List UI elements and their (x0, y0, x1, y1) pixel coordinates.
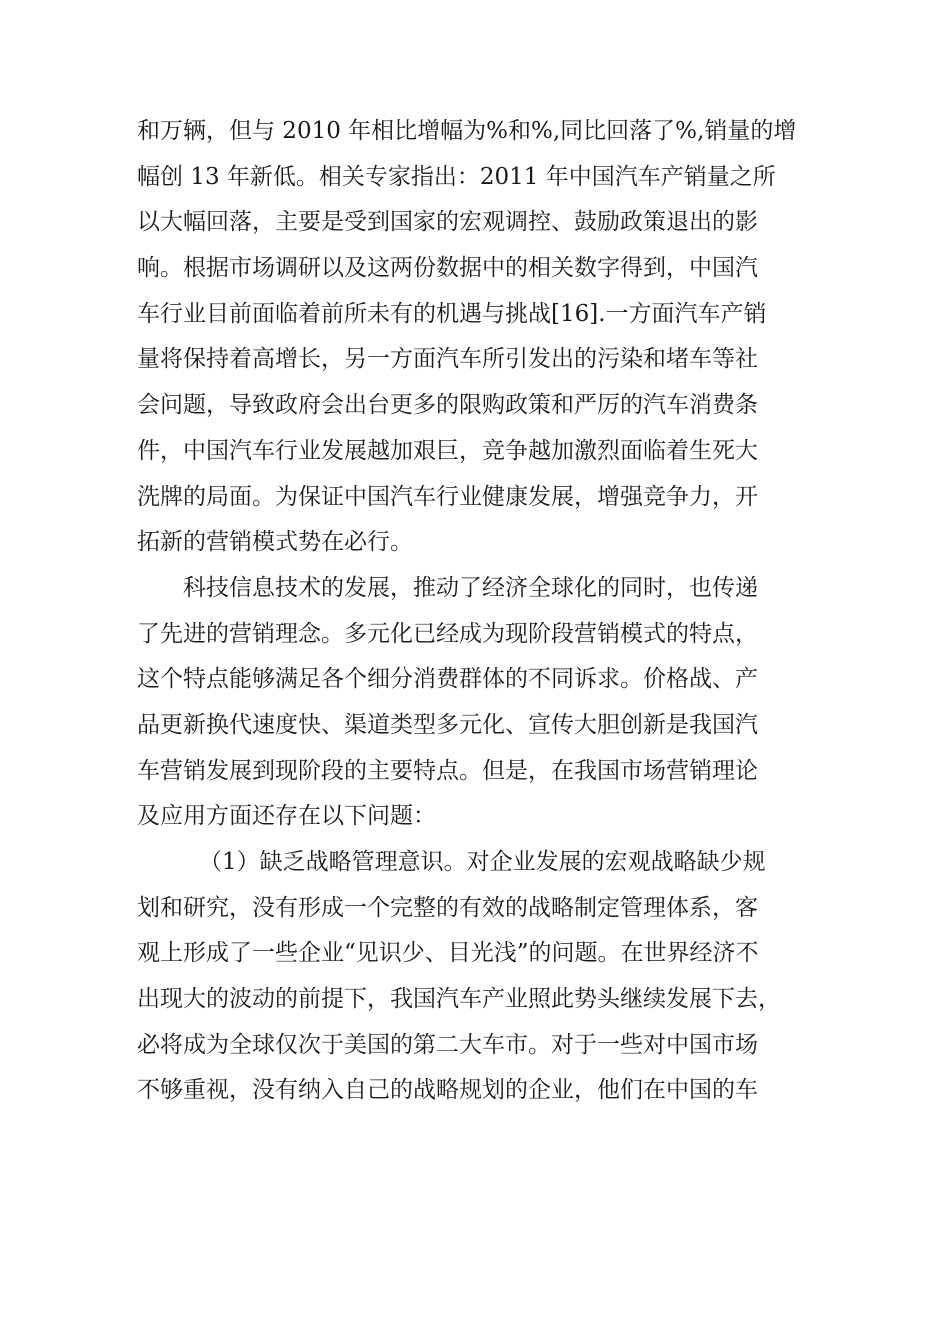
text-line: 不够重视，没有纳入自己的战略规划的企业，他们在中国的车 (137, 1077, 758, 1104)
text-line: 车营销发展到现阶段的主要特点。但是，在我国市场营销理论 (137, 757, 758, 784)
text-line: 了先进的营销理念。多元化已经成为现阶段营销模式的特点， (137, 620, 758, 647)
text-line: 出现大的波动的前提下，我国汽车产业照此势头继续发展下去， (137, 986, 781, 1013)
text-line: 科技信息技术的发展，推动了经济全球化的同时，也传递 (183, 574, 758, 601)
text-line: 车行业目前面临着前所未有的机遇与挑战[16].一方面汽车产销 (137, 300, 767, 327)
text-line: 必将成为全球仅次于美国的第二大车市。对于一些对中国市场 (137, 1031, 758, 1058)
text-line: 件，中国汽车行业发展越加艰巨，竞争越加激烈面临着生死大 (137, 437, 758, 464)
text-line: 拓新的营销模式势在必行。 (137, 529, 413, 556)
text-line: 和万辆，但与 2010 年相比增幅为%和%,同比回落了%,销量的增 (137, 118, 797, 144)
text-line: 会问题，导致政府会出台更多的限购政策和严厉的汽车消费条 (137, 392, 758, 419)
text-line: 量将保持着高增长，另一方面汽车所引发出的污染和堵车等社 (137, 346, 758, 373)
text-line: 划和研究，没有形成一个完整的有效的战略制定管理体系，客 (137, 894, 758, 921)
text-line: 响。根据市场调研以及这两份数据中的相关数字得到，中国汽 (137, 255, 758, 282)
text-line: 这个特点能够满足各个细分消费群体的不同诉求。价格战、产 (137, 666, 758, 693)
text-line: 幅创 13 年新低。相关专家指出：2011 年中国汽车产销量之所 (137, 163, 776, 190)
text-line: 品更新换代速度快、渠道类型多元化、宣传大胆创新是我国汽 (137, 711, 758, 738)
body-text (137, 109, 837, 1114)
text-line: 以大幅回落，主要是受到国家的宏观调控、鼓励政策退出的影 (137, 209, 758, 236)
text-line: 观上形成了一些企业“见识少、目光浅”的问题。在世界经济不 (137, 940, 759, 967)
text-line: 及应用方面还存在以下问题： (137, 803, 436, 830)
paragraph-3 (137, 840, 837, 1114)
paragraph-1 (137, 109, 837, 566)
paragraph-2 (137, 566, 837, 840)
text-line: （1）缺乏战略管理意识。对企业发展的宏观战略缺少规 (199, 849, 766, 875)
text-line: 洗牌的局面。为保证中国汽车行业健康发展，增强竞争力，开 (137, 483, 758, 510)
